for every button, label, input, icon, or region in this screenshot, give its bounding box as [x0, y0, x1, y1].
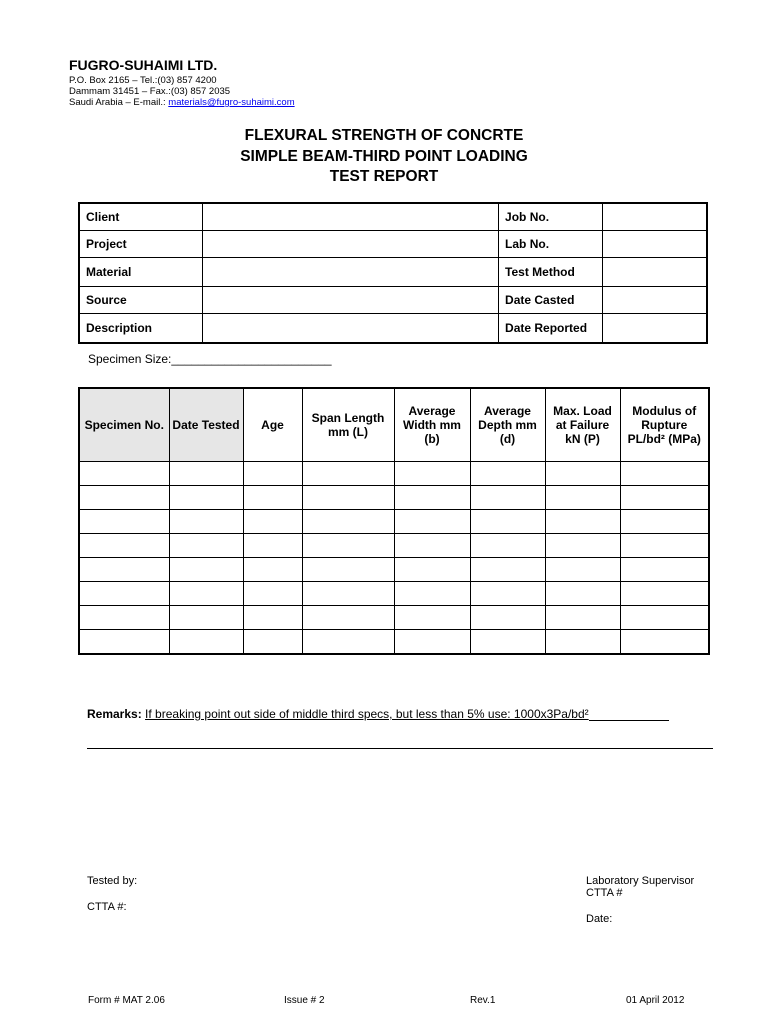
remarks-fill-line — [589, 708, 669, 721]
specimen-cell[interactable] — [169, 486, 243, 510]
specimen-cell[interactable] — [620, 606, 709, 630]
specimen-cell[interactable] — [302, 582, 394, 606]
info-label: Client — [79, 203, 203, 231]
specimen-cell[interactable] — [243, 510, 302, 534]
footer-form-number: Form # MAT 2.06 — [88, 995, 165, 1006]
footer-date: 01 April 2012 — [626, 995, 685, 1006]
specimen-cell[interactable] — [620, 630, 709, 655]
specimen-cell[interactable] — [79, 606, 169, 630]
table-row — [79, 486, 709, 510]
info-label: Source — [79, 287, 203, 314]
specimen-cell[interactable] — [620, 582, 709, 606]
specimen-cell[interactable] — [243, 486, 302, 510]
info-value-field[interactable] — [602, 203, 707, 231]
address-line-2: Dammam 31451 – Fax.:(03) 857 2035 — [69, 86, 231, 97]
info-label: Date Reported — [499, 314, 603, 344]
report-title-line-3: TEST REPORT — [329, 168, 439, 185]
specimen-column-header: Average Width mm (b) — [394, 388, 470, 462]
info-value-field[interactable] — [203, 231, 499, 258]
specimen-column-header: Max. Load at Failure kN (P) — [545, 388, 620, 462]
info-value-field[interactable] — [203, 203, 499, 231]
specimen-cell[interactable] — [302, 486, 394, 510]
specimen-cell[interactable] — [243, 606, 302, 630]
specimen-cell[interactable] — [79, 630, 169, 655]
ctta-right-label: CTTA # — [586, 887, 623, 899]
specimen-cell[interactable] — [545, 582, 620, 606]
specimen-cell[interactable] — [79, 534, 169, 558]
info-label: Test Method — [499, 258, 603, 287]
specimen-cell[interactable] — [302, 510, 394, 534]
specimen-cell[interactable] — [620, 534, 709, 558]
specimen-cell[interactable] — [394, 558, 470, 582]
specimen-cell[interactable] — [169, 534, 243, 558]
specimen-cell[interactable] — [79, 558, 169, 582]
specimen-cell[interactable] — [302, 462, 394, 486]
specimen-column-header: Average Depth mm (d) — [470, 388, 545, 462]
specimen-cell[interactable] — [620, 558, 709, 582]
table-row — [79, 534, 709, 558]
info-label: Description — [79, 314, 203, 344]
specimen-cell[interactable] — [545, 606, 620, 630]
specimen-cell[interactable] — [545, 462, 620, 486]
info-row — [79, 231, 707, 258]
specimen-column-header: Date Tested — [169, 388, 243, 462]
specimen-cell[interactable] — [394, 486, 470, 510]
specimen-table — [78, 387, 710, 655]
specimen-cell[interactable] — [302, 558, 394, 582]
table-row — [79, 462, 709, 486]
table-row — [79, 582, 709, 606]
info-row — [79, 314, 707, 344]
specimen-cell[interactable] — [470, 582, 545, 606]
specimen-cell[interactable] — [394, 510, 470, 534]
specimen-cell[interactable] — [79, 486, 169, 510]
specimen-cell[interactable] — [545, 630, 620, 655]
specimen-cell[interactable] — [394, 462, 470, 486]
table-row — [79, 558, 709, 582]
supervisor-label: Laboratory Supervisor — [586, 875, 695, 887]
specimen-cell[interactable] — [620, 510, 709, 534]
specimen-cell[interactable] — [302, 606, 394, 630]
info-value-field[interactable] — [602, 231, 707, 258]
specimen-cell[interactable] — [243, 582, 302, 606]
specimen-cell[interactable] — [243, 558, 302, 582]
table-row — [79, 630, 709, 655]
footer-issue: Issue # 2 — [284, 995, 325, 1006]
specimen-column-header: Specimen No. — [79, 388, 169, 462]
info-value-field[interactable] — [203, 258, 499, 287]
specimen-cell[interactable] — [620, 486, 709, 510]
info-value-field[interactable] — [602, 314, 707, 344]
specimen-cell[interactable] — [394, 582, 470, 606]
specimen-cell[interactable] — [470, 486, 545, 510]
specimen-cell[interactable] — [545, 486, 620, 510]
specimen-cell[interactable] — [470, 510, 545, 534]
specimen-cell[interactable] — [243, 630, 302, 655]
table-row — [79, 510, 709, 534]
specimen-size-label: Specimen Size:________________________ — [88, 352, 332, 366]
specimen-cell[interactable] — [394, 630, 470, 655]
address-line-3-prefix: Saudi Arabia – E-mail.: — [69, 97, 169, 108]
specimen-cell[interactable] — [302, 630, 394, 655]
info-value-field[interactable] — [203, 314, 499, 344]
specimen-cell[interactable] — [394, 534, 470, 558]
email-link[interactable]: materials@fugro-suhaimi.com — [168, 97, 295, 108]
specimen-cell[interactable] — [169, 582, 243, 606]
specimen-cell[interactable] — [79, 462, 169, 486]
specimen-cell[interactable] — [620, 462, 709, 486]
info-label: Date Casted — [499, 287, 603, 314]
company-name: FUGRO-SUHAIMI LTD. — [69, 57, 218, 73]
specimen-column-header: Span Length mm (L) — [302, 388, 394, 462]
info-label: Lab No. — [499, 231, 603, 258]
info-table — [78, 202, 708, 344]
specimen-cell[interactable] — [169, 630, 243, 655]
table-row — [79, 606, 709, 630]
remarks-text: If breaking point out side of middle third specs, but less than 5% use: 1000x3Pa/bd² — [145, 707, 589, 721]
specimen-cell[interactable] — [243, 462, 302, 486]
info-row — [79, 287, 707, 314]
info-row — [79, 203, 707, 231]
specimen-cell[interactable] — [545, 534, 620, 558]
specimen-cell[interactable] — [79, 582, 169, 606]
specimen-cell[interactable] — [545, 558, 620, 582]
specimen-cell[interactable] — [169, 462, 243, 486]
specimen-cell[interactable] — [545, 510, 620, 534]
footer-rev: Rev.1 — [470, 995, 496, 1006]
report-title-line-1: FLEXURAL STRENGTH OF CONCRTE — [244, 127, 524, 144]
specimen-cell[interactable] — [470, 630, 545, 655]
ctta-left-label: CTTA #: — [87, 901, 127, 913]
address-line-1: P.O. Box 2165 – Tel.:(03) 857 4200 — [69, 75, 217, 86]
info-value-field[interactable] — [602, 287, 707, 314]
specimen-cell[interactable] — [169, 510, 243, 534]
info-label: Job No. — [499, 203, 603, 231]
specimen-cell[interactable] — [470, 462, 545, 486]
specimen-cell[interactable] — [169, 606, 243, 630]
remarks-second-line — [87, 748, 713, 749]
info-label: Material — [79, 258, 203, 287]
info-row — [79, 258, 707, 287]
specimen-column-header: Modulus of Rupture PL/bd² (MPa) — [620, 388, 709, 462]
specimen-cell[interactable] — [470, 606, 545, 630]
report-title-line-2: SIMPLE BEAM-THIRD POINT LOADING — [240, 148, 528, 165]
remarks-label: Remarks: — [87, 707, 142, 721]
info-value-field[interactable] — [602, 258, 707, 287]
specimen-cell[interactable] — [394, 606, 470, 630]
specimen-cell[interactable] — [243, 534, 302, 558]
remarks — [87, 707, 713, 721]
date-label: Date: — [586, 913, 613, 925]
info-value-field[interactable] — [203, 287, 499, 314]
specimen-cell[interactable] — [470, 534, 545, 558]
tested-by-label: Tested by: — [87, 875, 138, 887]
address-line-3 — [69, 97, 295, 108]
specimen-cell[interactable] — [79, 510, 169, 534]
specimen-cell[interactable] — [470, 558, 545, 582]
info-label: Project — [79, 231, 203, 258]
specimen-cell[interactable] — [302, 534, 394, 558]
specimen-column-header: Age — [243, 388, 302, 462]
specimen-cell[interactable] — [169, 558, 243, 582]
